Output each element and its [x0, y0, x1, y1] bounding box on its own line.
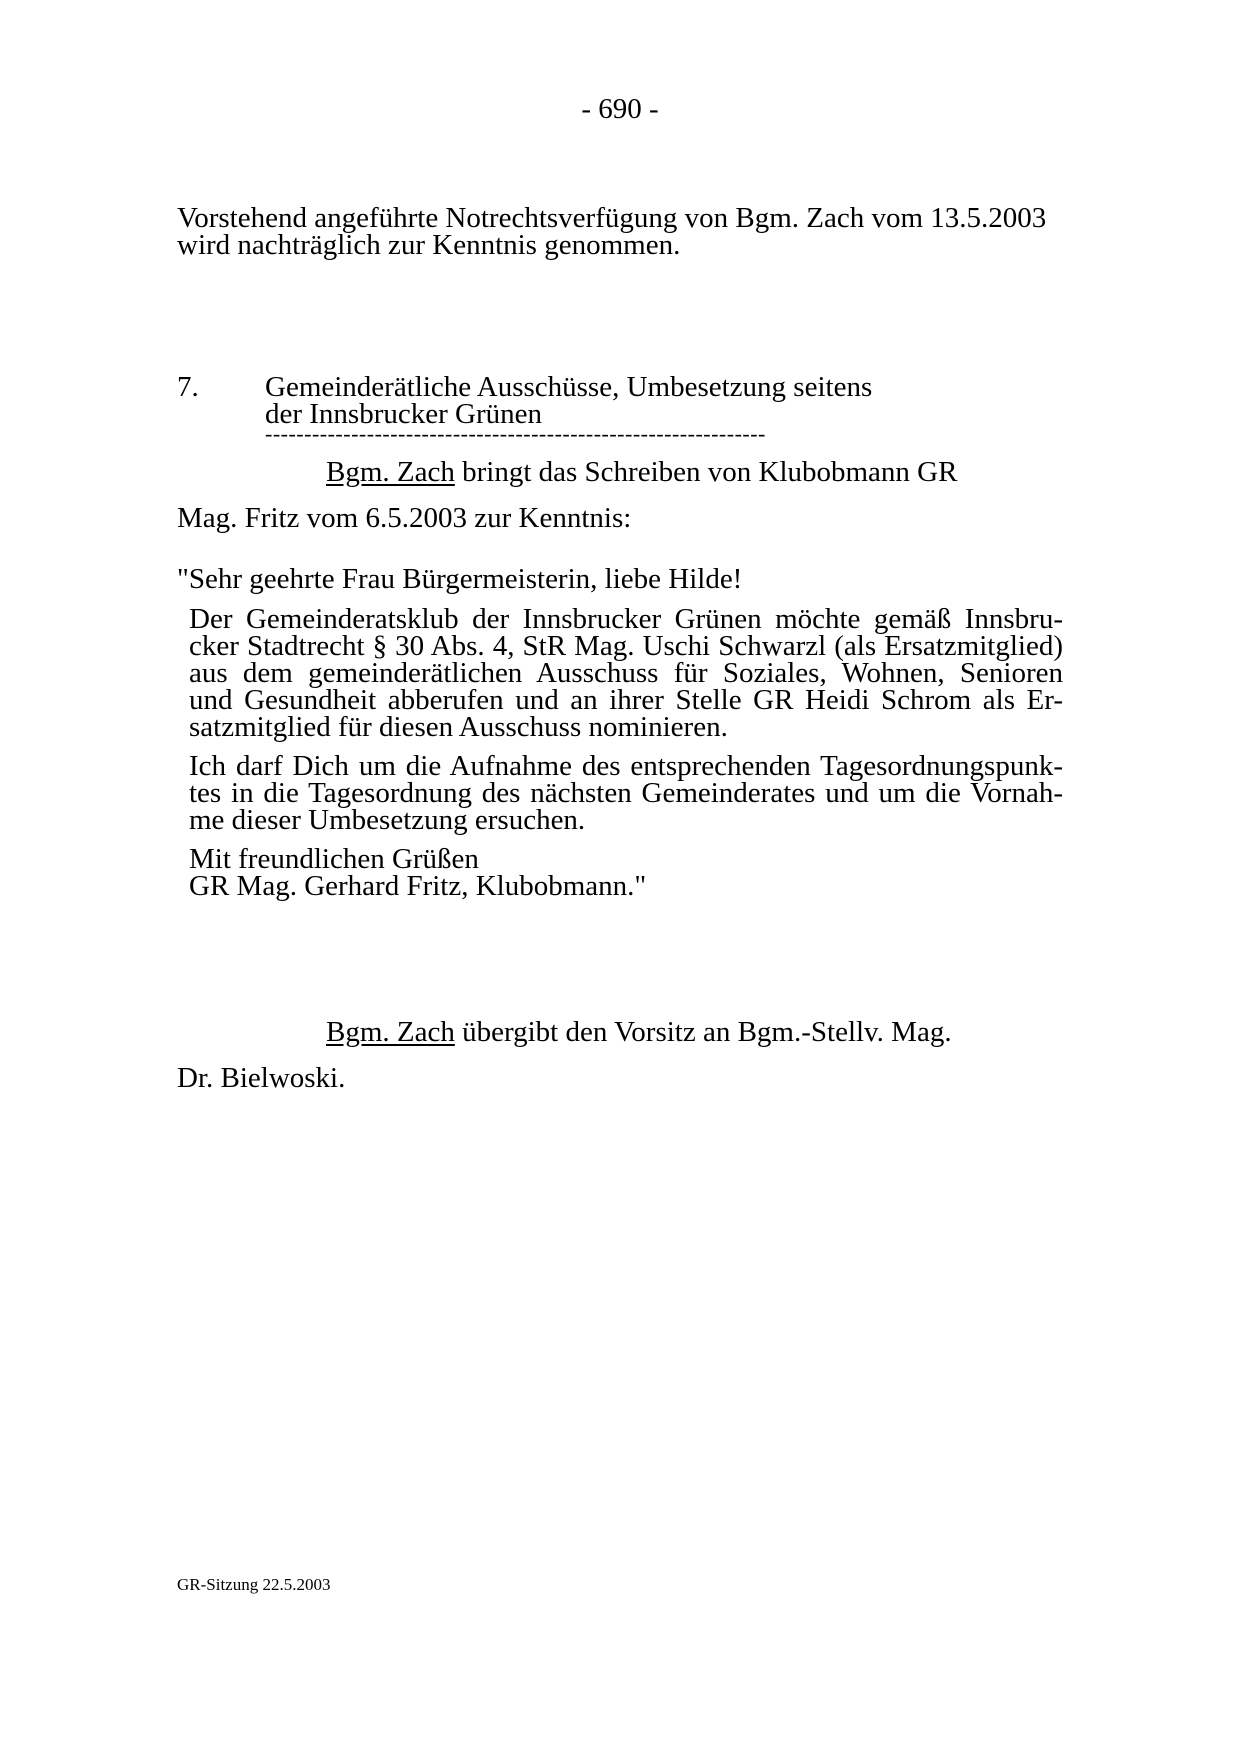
agenda-item-divider: ---------------------------------------------------------------- [265, 421, 766, 446]
letter-p1-line-5: satzmitglied für diesen Ausschuss nominieren. [189, 711, 728, 743]
speaker-name: Bgm. Zach [326, 1016, 455, 1048]
page-footer: GR-Sitzung 22.5.2003 [177, 1575, 331, 1594]
statement-1-line-1 [326, 456, 958, 488]
speaker-name: Bgm. Zach [326, 456, 455, 488]
letter-p2-line-2: tes in die Tagesordnung des nächsten Gemeinderates und um die Vornah- [189, 777, 1063, 809]
letter-paragraph-1 [189, 603, 1063, 743]
page-number: - 690 - [581, 93, 659, 125]
agenda-item-title-line-1: Gemeinderätliche Ausschüsse, Umbesetzung seitens [265, 371, 873, 403]
letter-p1-line-4: und Gesundheit abberufen und an ihrer Stelle GR Heidi Schrom als Er- [189, 684, 1063, 716]
agenda-item-title [265, 371, 873, 430]
intro-line-1: Vorstehend angeführte Notrechtsverfügung von Bgm. Zach vom 13.5.2003 [177, 202, 1047, 234]
statement-1-line-2: Mag. Fritz vom 6.5.2003 zur Kenntnis: [177, 502, 632, 534]
letter-closing: Mit freundlichen Grüßen [189, 843, 479, 875]
intro-line-2: wird nachträglich zur Kenntnis genommen. [177, 229, 681, 261]
letter-p1-line-2: cker Stadtrecht § 30 Abs. 4, StR Mag. Uschi Schwarzl (als Ersatzmitglied) [189, 630, 1063, 662]
letter-salutation: "Sehr geehrte Frau Bürgermeisterin, liebe Hilde! [177, 563, 743, 595]
letter-p1-line-1: Der Gemeinderatsklub der Innsbrucker Grünen möchte gemäß Innsbru- [189, 603, 1063, 635]
letter-body [189, 603, 1063, 912]
letter-p2-line-3: me dieser Umbesetzung ersuchen. [189, 804, 586, 836]
letter-signature: GR Mag. Gerhard Fritz, Klubobmann." [189, 870, 647, 902]
intro-paragraph [177, 202, 1077, 261]
letter-paragraph-2 [189, 750, 1063, 836]
statement-1-text: bringt das Schreiben von Klubobmann GR [454, 456, 958, 488]
letter-closing-block [189, 843, 1063, 902]
agenda-item-number: 7. [177, 371, 199, 403]
letter-p1-line-3: aus dem gemeinderätlichen Ausschuss für Soziales, Wohnen, Senioren [189, 657, 1063, 689]
statement-2-line-1 [326, 1016, 952, 1048]
agenda-item-title-line-2: der Innsbrucker Grünen [265, 398, 543, 430]
statement-2-line-2: Dr. Bielwoski. [177, 1062, 346, 1094]
letter-p2-line-1: Ich darf Dich um die Aufnahme des entsprechenden Tagesordnungspunk- [189, 750, 1063, 782]
statement-2-text: übergibt den Vorsitz an Bgm.-Stellv. Mag. [454, 1016, 952, 1048]
